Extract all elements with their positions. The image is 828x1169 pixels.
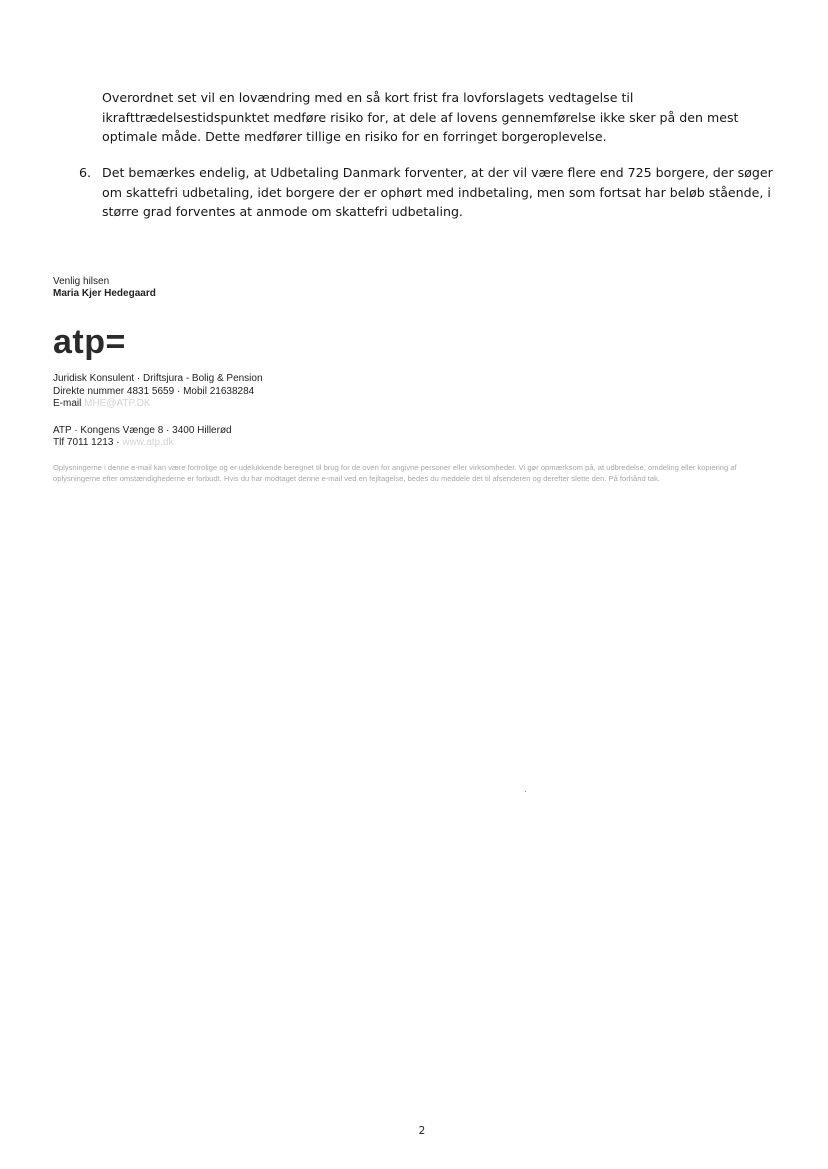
email-label: E-mail xyxy=(53,398,82,409)
website-link[interactable]: www.atp.dk xyxy=(122,437,174,448)
body-paragraph-1: Overordnet set vil en lovændring med en så kort frist fra lovforslagets vedtagelse til ikrafttrædelsestidspunktet medføre risiko for, at dele af lovens gennemførelse ikke sker på den mest optimale måde. Dette medfører tillige en risiko for en forringet borgeroplevelse. xyxy=(102,90,739,144)
scan-speck xyxy=(525,791,526,792)
list-item-number: 6. xyxy=(79,165,92,180)
company-phone xyxy=(53,437,173,449)
atp-logo: atp= xyxy=(53,323,126,361)
signer-email xyxy=(53,398,151,410)
tlf-label: Tlf 7011 1213 · xyxy=(53,437,120,448)
signer-name: Maria Kjer Hedegaard xyxy=(53,288,156,299)
body-paragraph-2: Det bemærkes endelig, at Udbetaling Danmark forventer, at der vil være flere end 725 borgere, der søger om skattefri udbetaling, idet borgere der er ophørt med indbetaling, men som fortsat har beløb stående, i større grad forventes at anmode om skattefri udbetaling. xyxy=(102,165,773,219)
email-disclaimer: Oplysningerne i denne e-mail kan være fortrolige og er udelukkende beregnet til brug for de oven for angivne personer eller virksomheder. Vi gør opmærksom på, at udbredelse, omdeling eller kopiering af oplysningerne efter omstændighederne er forbudt. Hvis du har modtaget denne e-mail ved en fejltagelse, bedes du meddele det til afsenderen og derefter slette den. På forhånd tak. xyxy=(53,463,737,483)
signer-title: Juridisk Konsulent · Driftsjura - Bolig & Pension xyxy=(53,373,263,384)
closing-greeting: Venlig hilsen xyxy=(53,276,110,287)
page-number: 2 xyxy=(418,1125,426,1137)
company-address: ATP · Kongens Vænge 8 · 3400 Hillerød xyxy=(53,425,232,436)
signer-phone: Direkte nummer 4831 5659 · Mobil 21638284 xyxy=(53,386,255,397)
email-link[interactable]: MHE@ATP.DK xyxy=(84,398,151,409)
